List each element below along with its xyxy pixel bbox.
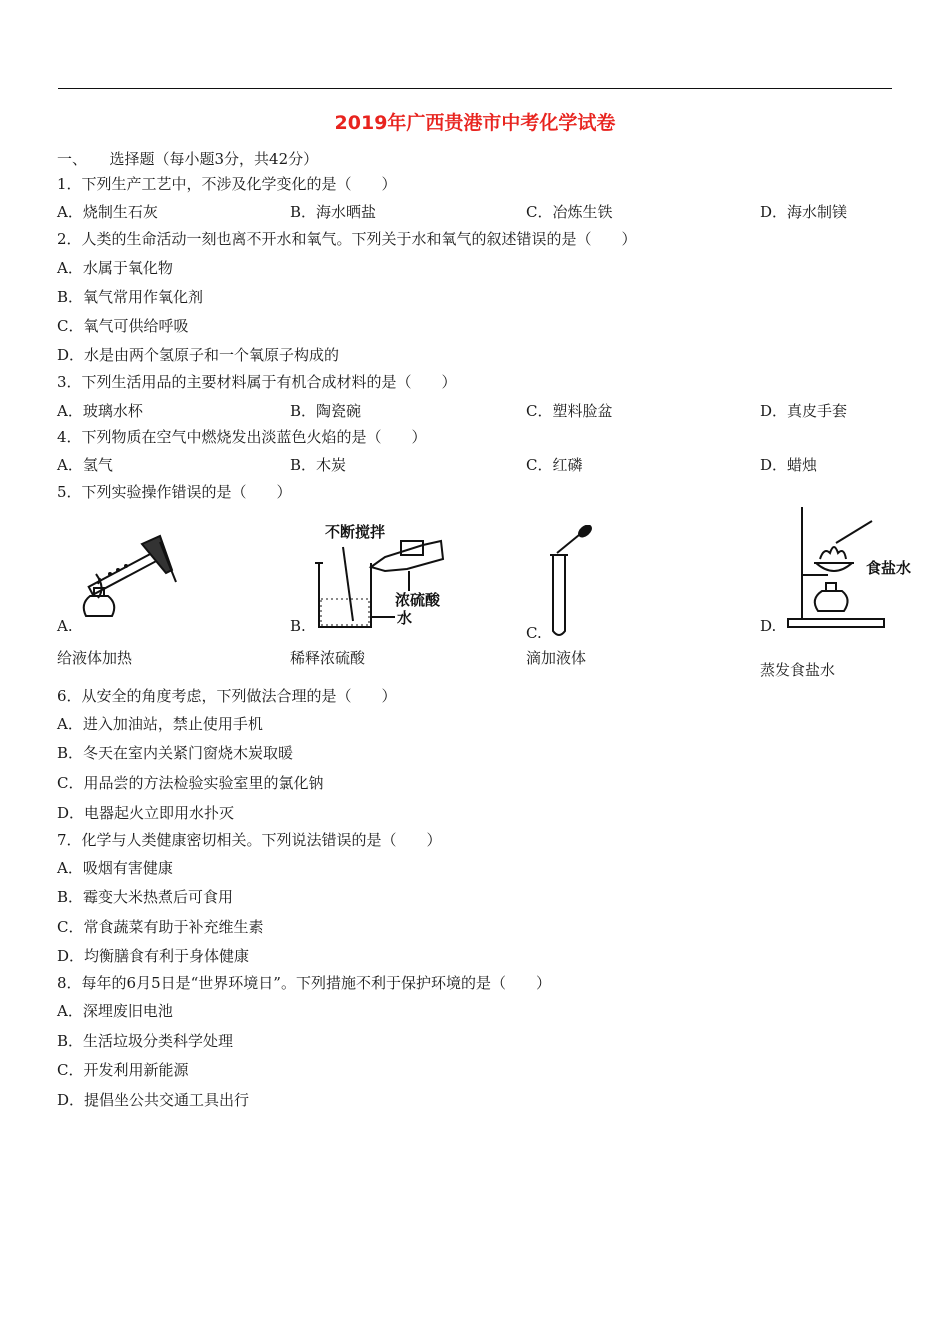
figure-evaporation [780, 503, 930, 631]
q4-option-d: D．蜡烛 [760, 456, 818, 474]
d-saltwater-label: 食盐水 [866, 559, 912, 577]
q2-option-c: C．氧气可供给呼吸 [57, 317, 189, 335]
q1-option-d: D．海水制镁 [760, 203, 848, 221]
b-stir-label: 不断搅拌 [325, 523, 386, 541]
q4-option-b: B．木炭 [290, 456, 347, 474]
q6-option-c: C．用品尝的方法检验实验室里的氯化钠 [57, 774, 324, 792]
q1-option-c: C．冶炼生铁 [526, 203, 613, 221]
q7-option-a: A．吸烟有害健康 [57, 859, 173, 877]
q8-option-c: C．开发利用新能源 [57, 1061, 189, 1079]
q3-option-a: A．玻璃水杯 [57, 402, 143, 420]
q6-stem: 6．从安全的角度考虑，下列做法合理的是（ ） [57, 687, 397, 705]
q7-option-b: B．霉变大米热煮后可食用 [57, 888, 234, 906]
q3-option-c: C．塑料脸盆 [526, 402, 613, 420]
section-heading: 一、 选择题（每小题3分，共42分） [57, 150, 319, 168]
q5-caption-d: 蒸发食盐水 [760, 661, 836, 679]
q3-stem: 3．下列生活用品的主要材料属于有机合成材料的是（ ） [57, 373, 457, 391]
q8-stem: 8．每年的6月5日是“世界环境日”。下列措施不利于保护环境的是（ ） [57, 974, 551, 992]
q5-label-a: A. [57, 617, 73, 635]
q8-option-a: A．深埋废旧电池 [57, 1002, 173, 1020]
q7-option-c: C．常食蔬菜有助于补充维生素 [57, 918, 264, 936]
q5-label-c: C. [526, 624, 542, 642]
q5-label-b: B. [290, 617, 306, 635]
q6-option-b: B．冬天在室内关紧门窗烧木炭取暖 [57, 744, 294, 762]
figure-dropper [545, 525, 605, 643]
q2-option-d: D．水是由两个氢原子和一个氧原子构成的 [57, 346, 340, 364]
q5-caption-b: 稀释浓硫酸 [290, 649, 366, 667]
q4-option-a: A．氢气 [57, 456, 113, 474]
q8-option-d: D．提倡坐公共交通工具出行 [57, 1091, 250, 1109]
header-rule [58, 88, 892, 89]
q6-option-a: A．进入加油站，禁止使用手机 [57, 715, 263, 733]
q5-label-d: D. [760, 617, 777, 635]
q3-option-d: D．真皮手套 [760, 402, 848, 420]
q1-option-b: B．海水晒盐 [290, 203, 377, 221]
b-acid-label: 浓硫酸 [395, 591, 441, 609]
q8-option-b: B．生活垃圾分类科学处理 [57, 1032, 234, 1050]
q4-stem: 4．下列物质在空气中燃烧发出淡蓝色火焰的是（ ） [57, 428, 427, 446]
figure-heating-liquid [76, 526, 186, 630]
q7-option-d: D．均衡膳食有利于身体健康 [57, 947, 250, 965]
q2-stem: 2．人类的生命活动一刻也离不开水和氧气。下列关于水和氧气的叙述错误的是（ ） [57, 230, 637, 248]
q5-caption-a: 给液体加热 [57, 649, 133, 667]
q5-caption-c: 滴加液体 [526, 649, 587, 667]
q5-stem: 5．下列实验操作错误的是（ ） [57, 483, 292, 501]
figure-dilute-acid [305, 517, 455, 629]
b-water-label: 水 [397, 609, 413, 627]
q4-option-c: C．红磷 [526, 456, 583, 474]
q1-stem: 1．下列生产工艺中，不涉及化学变化的是（ ） [57, 175, 397, 193]
q2-option-a: A．水属于氧化物 [57, 259, 173, 277]
q7-stem: 7．化学与人类健康密切相关。下列说法错误的是（ ） [57, 831, 442, 849]
q1-option-a: A．烧制生石灰 [57, 203, 158, 221]
q3-option-b: B．陶瓷碗 [290, 402, 362, 420]
exam-title: 2019年广西贵港市中考化学试卷 [334, 112, 616, 134]
q2-option-b: B．氧气常用作氧化剂 [57, 288, 204, 306]
q6-option-d: D．电器起火立即用水扑灭 [57, 804, 235, 822]
